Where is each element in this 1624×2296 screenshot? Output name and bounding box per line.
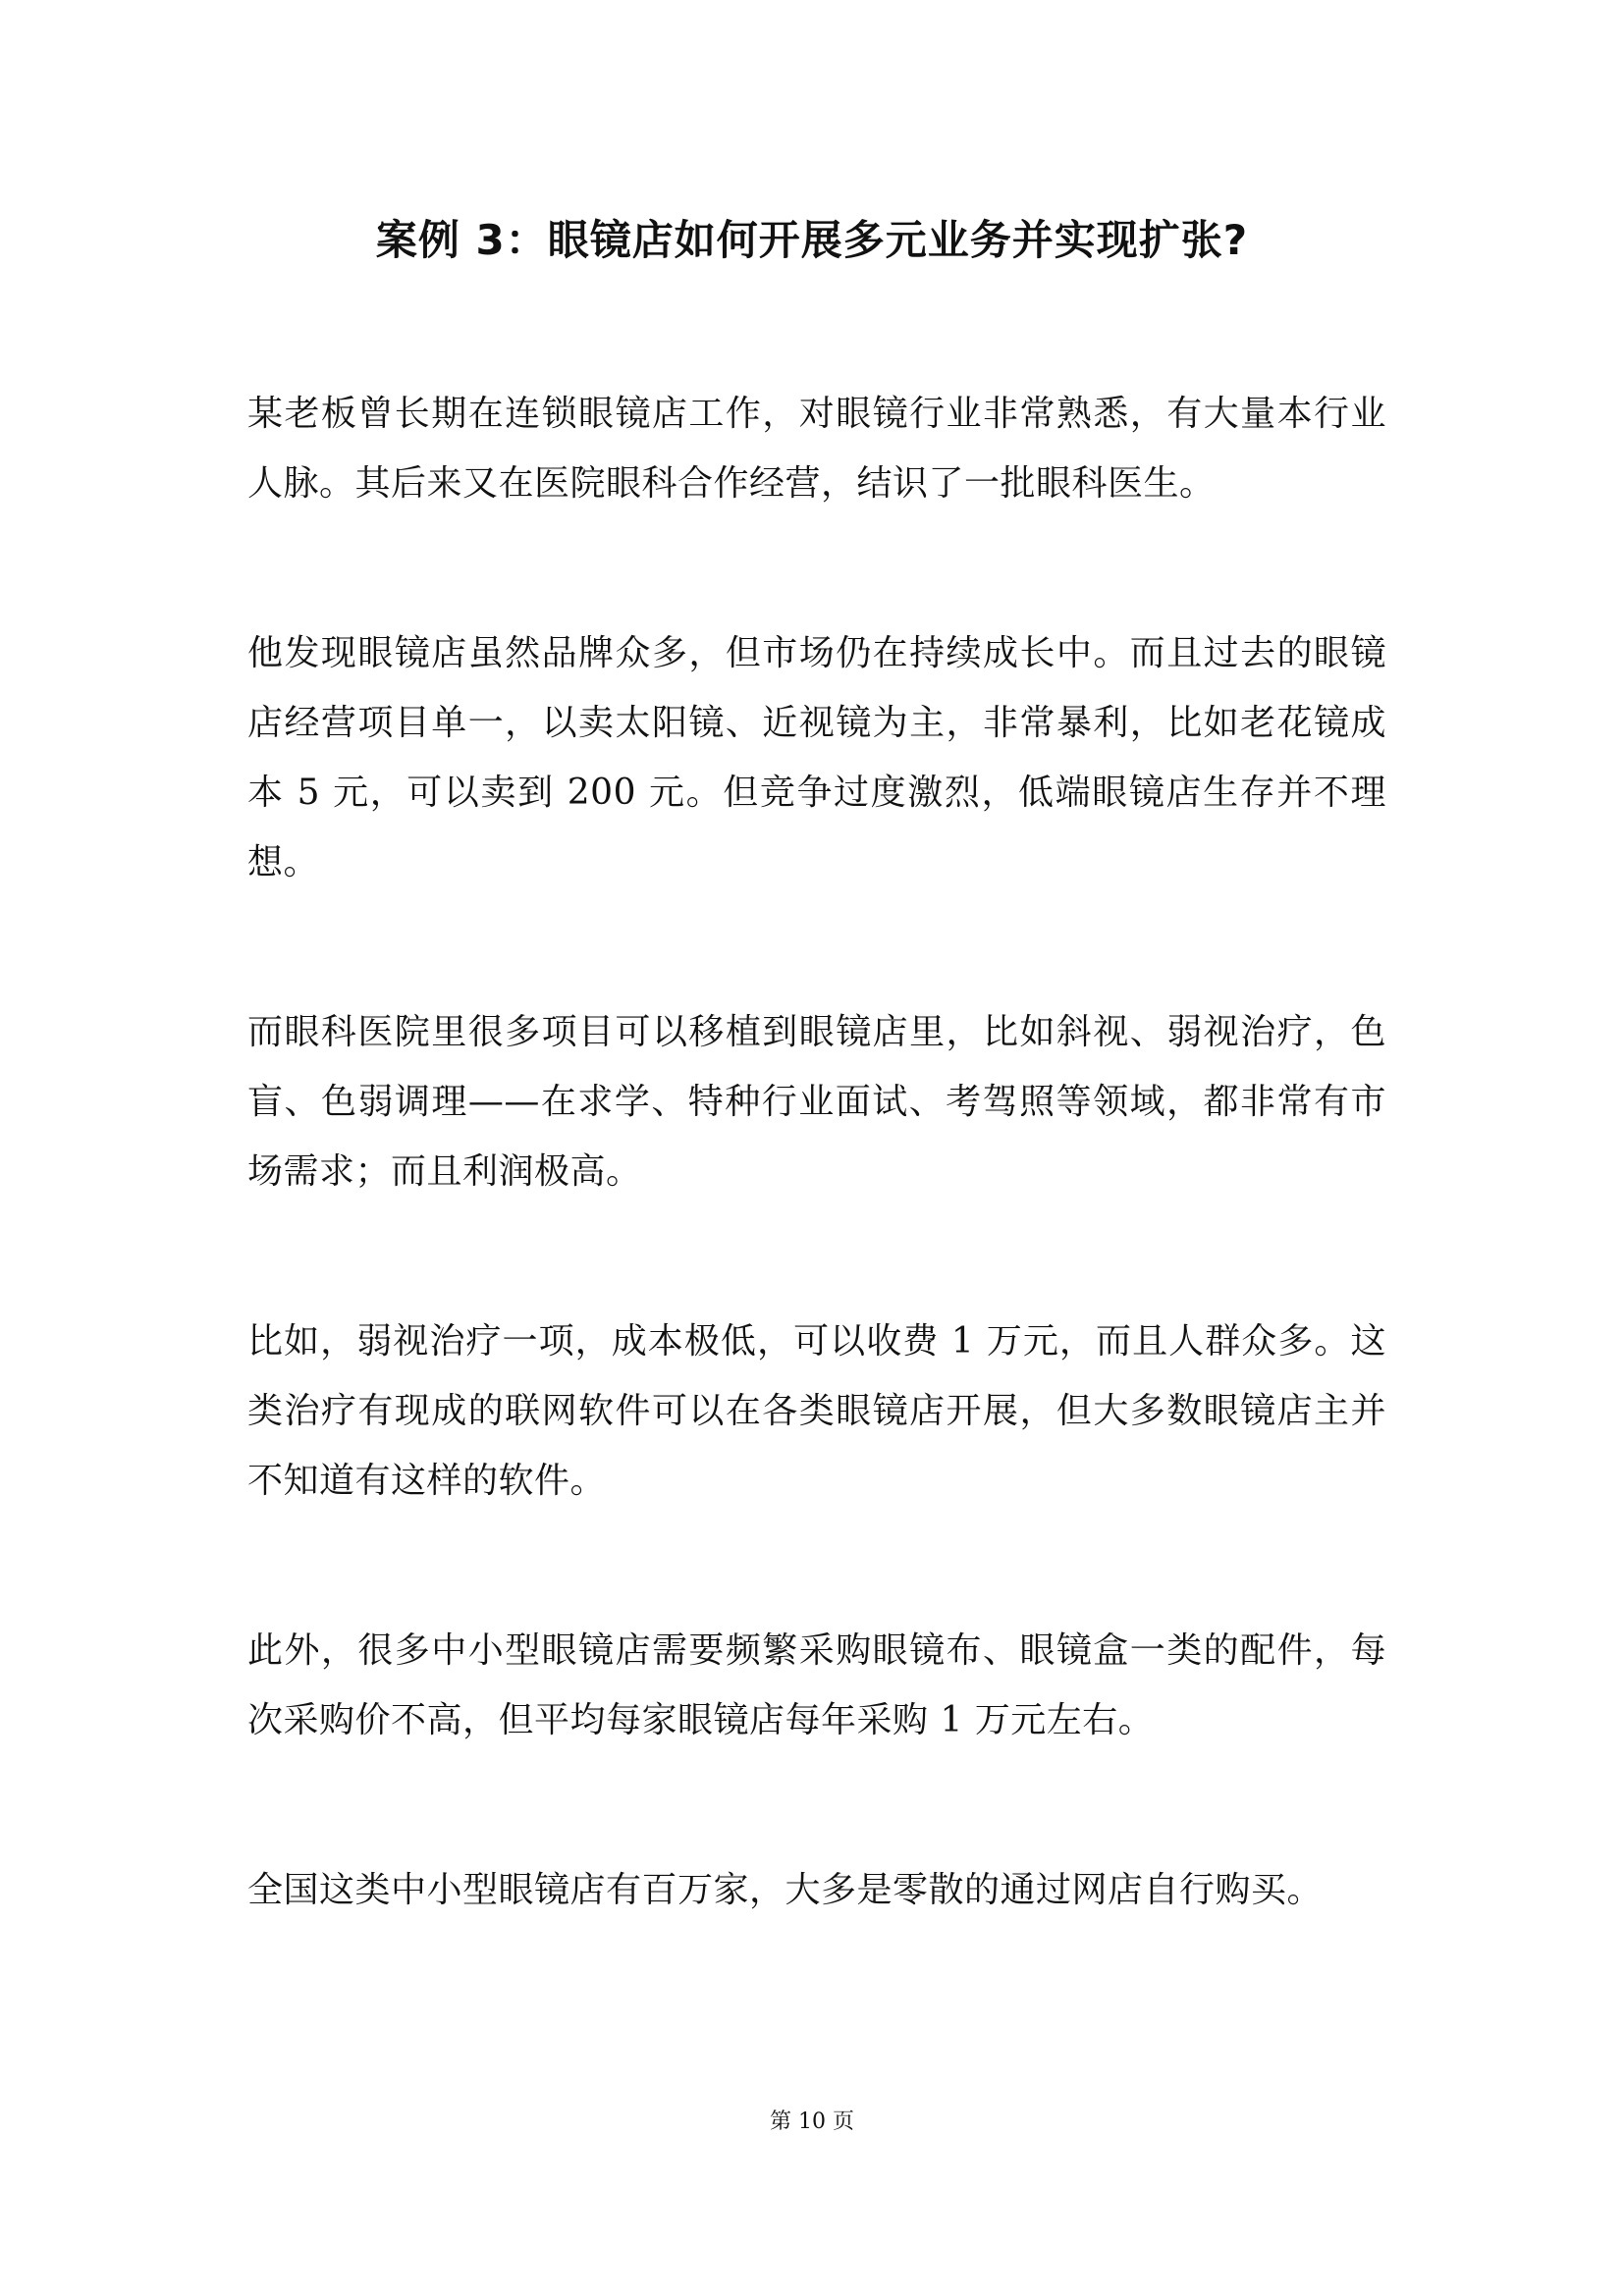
- page-number: 第 10 页: [770, 2109, 854, 2134]
- paragraph-3: 而眼科医院里很多项目可以移植到眼镜店里，比如斜视、弱视治疗，色盲、色弱调理——在求学、特种行业面试、考驾照等领域，都非常有市场需求；而且利润极高。: [247, 1012, 1386, 1192]
- body-text: [247, 379, 1386, 1925]
- paragraph-1: 某老板曾长期在连锁眼镜店工作，对眼镜行业非常熟悉，有大量本行业人脉。其后来又在医院眼科合作经营，结识了一批眼科医生。: [247, 394, 1386, 504]
- paragraph-6: 全国这类中小型眼镜店有百万家，大多是零散的通过网店自行购买。: [247, 1870, 1324, 1910]
- paragraph-5: 此外，很多中小型眼镜店需要频繁采购眼镜布、眼镜盒一类的配件，每次采购价不高，但平均每家眼镜店每年采购 1 万元左右。: [247, 1630, 1386, 1740]
- paragraph-2: 他发现眼镜店虽然品牌众多，但市场仍在持续成长中。而且过去的眼镜店经营项目单一，以卖太阳镜、近视镜为主，非常暴利，比如老花镜成本 5 元，可以卖到 200 元。但竞争过度激烈，低端眼镜店生存并不理想。: [247, 633, 1386, 882]
- page-title: 案例 3：眼镜店如何开展多元业务并实现扩张?: [375, 216, 1249, 264]
- paragraph-4: 比如，弱视治疗一项，成本极低，可以收费 1 万元，而且人群众多。这类治疗有现成的联网软件可以在各类眼镜店开展，但大多数眼镜店主并不知道有这样的软件。: [247, 1321, 1386, 1501]
